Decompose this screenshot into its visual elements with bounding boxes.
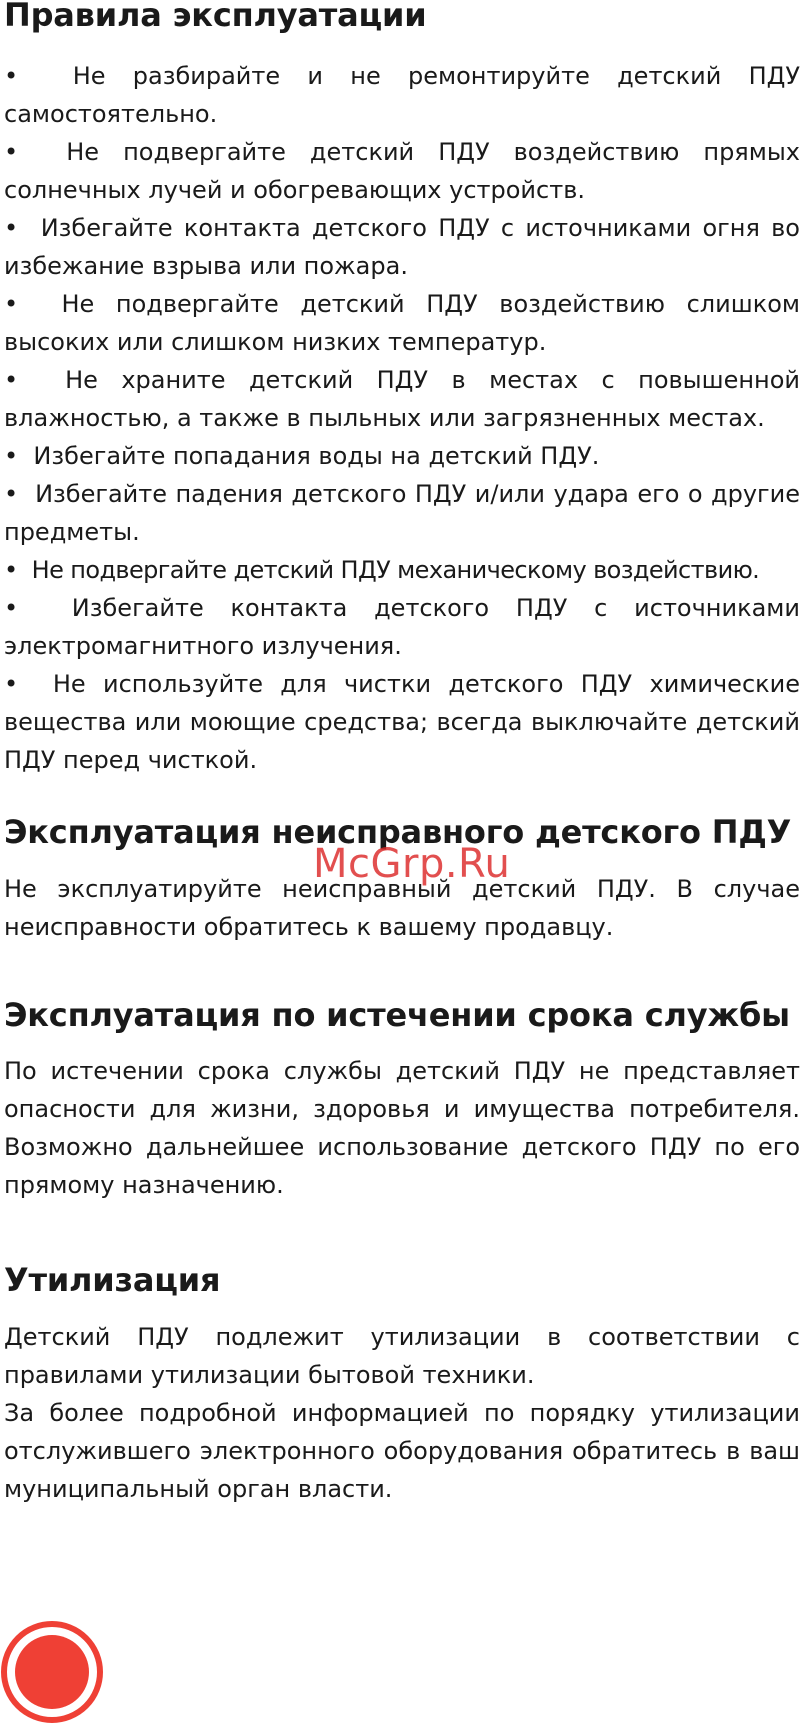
list-item: • Не подвергайте детский ПДУ воздействию слишком высоких или слишком низких температур. bbox=[4, 285, 800, 361]
list-item: • Не подвергайте детский ПДУ воздействию прямых солнечных лучей и обогревающих устройств. bbox=[4, 133, 800, 209]
list-item: • Не подвергайте детский ПДУ механическому воздействию. bbox=[4, 551, 800, 589]
red-circle-icon bbox=[0, 1620, 104, 1724]
faulty-paragraph: Не эксплуатируйте неисправный детский ПДУ. В случае неисправности обратитесь к вашему продавцу. bbox=[4, 875, 800, 941]
rules-list bbox=[4, 57, 800, 779]
list-item: • Не храните детский ПДУ в местах с повышенной влажностью, а также в пыльных или загрязненных местах. bbox=[4, 361, 800, 437]
watermark: McGrp.Ru bbox=[313, 841, 511, 887]
list-item: • Не используйте для чистки детского ПДУ химические вещества или моющие средства; всегда выключайте детский ПДУ перед чисткой. bbox=[4, 665, 800, 779]
list-item: • Не разбирайте и не ремонтируйте детский ПДУ самостоятельно. bbox=[4, 57, 800, 133]
list-item: • Избегайте контакта детского ПДУ с источниками электромагнитного излучения. bbox=[4, 589, 800, 665]
list-item: • Избегайте контакта детского ПДУ с источниками огня во избежание взрыва или пожара. bbox=[4, 209, 800, 285]
disposal-paragraph-2: За более подробной информацией по порядку утилизации отслужившего электронного оборудования обратитесь в ваш муниципальный орган власти. bbox=[4, 1399, 800, 1503]
disposal-heading: Утилизация bbox=[4, 1261, 221, 1299]
list-item: • Избегайте падения детского ПДУ и/или удара его о другие предметы. bbox=[4, 475, 800, 551]
rules-heading: Правила эксплуатации bbox=[4, 0, 427, 34]
lifetime-heading: Эксплуатация по истечении срока службы bbox=[4, 996, 790, 1034]
disposal-paragraph-1: Детский ПДУ подлежит утилизации в соответствии с правилами утилизации бытовой техники. bbox=[4, 1323, 800, 1389]
faulty-heading: Эксплуатация неисправного детского ПДУ bbox=[4, 813, 792, 851]
list-item: • Избегайте попадания воды на детский ПДУ. bbox=[4, 437, 800, 475]
lifetime-paragraph: По истечении срока службы детский ПДУ не представляет опасности для жизни, здоровья и имущества потребителя. Возможно дальнейшее использование детского ПДУ по его прямому назначению. bbox=[4, 1057, 800, 1199]
